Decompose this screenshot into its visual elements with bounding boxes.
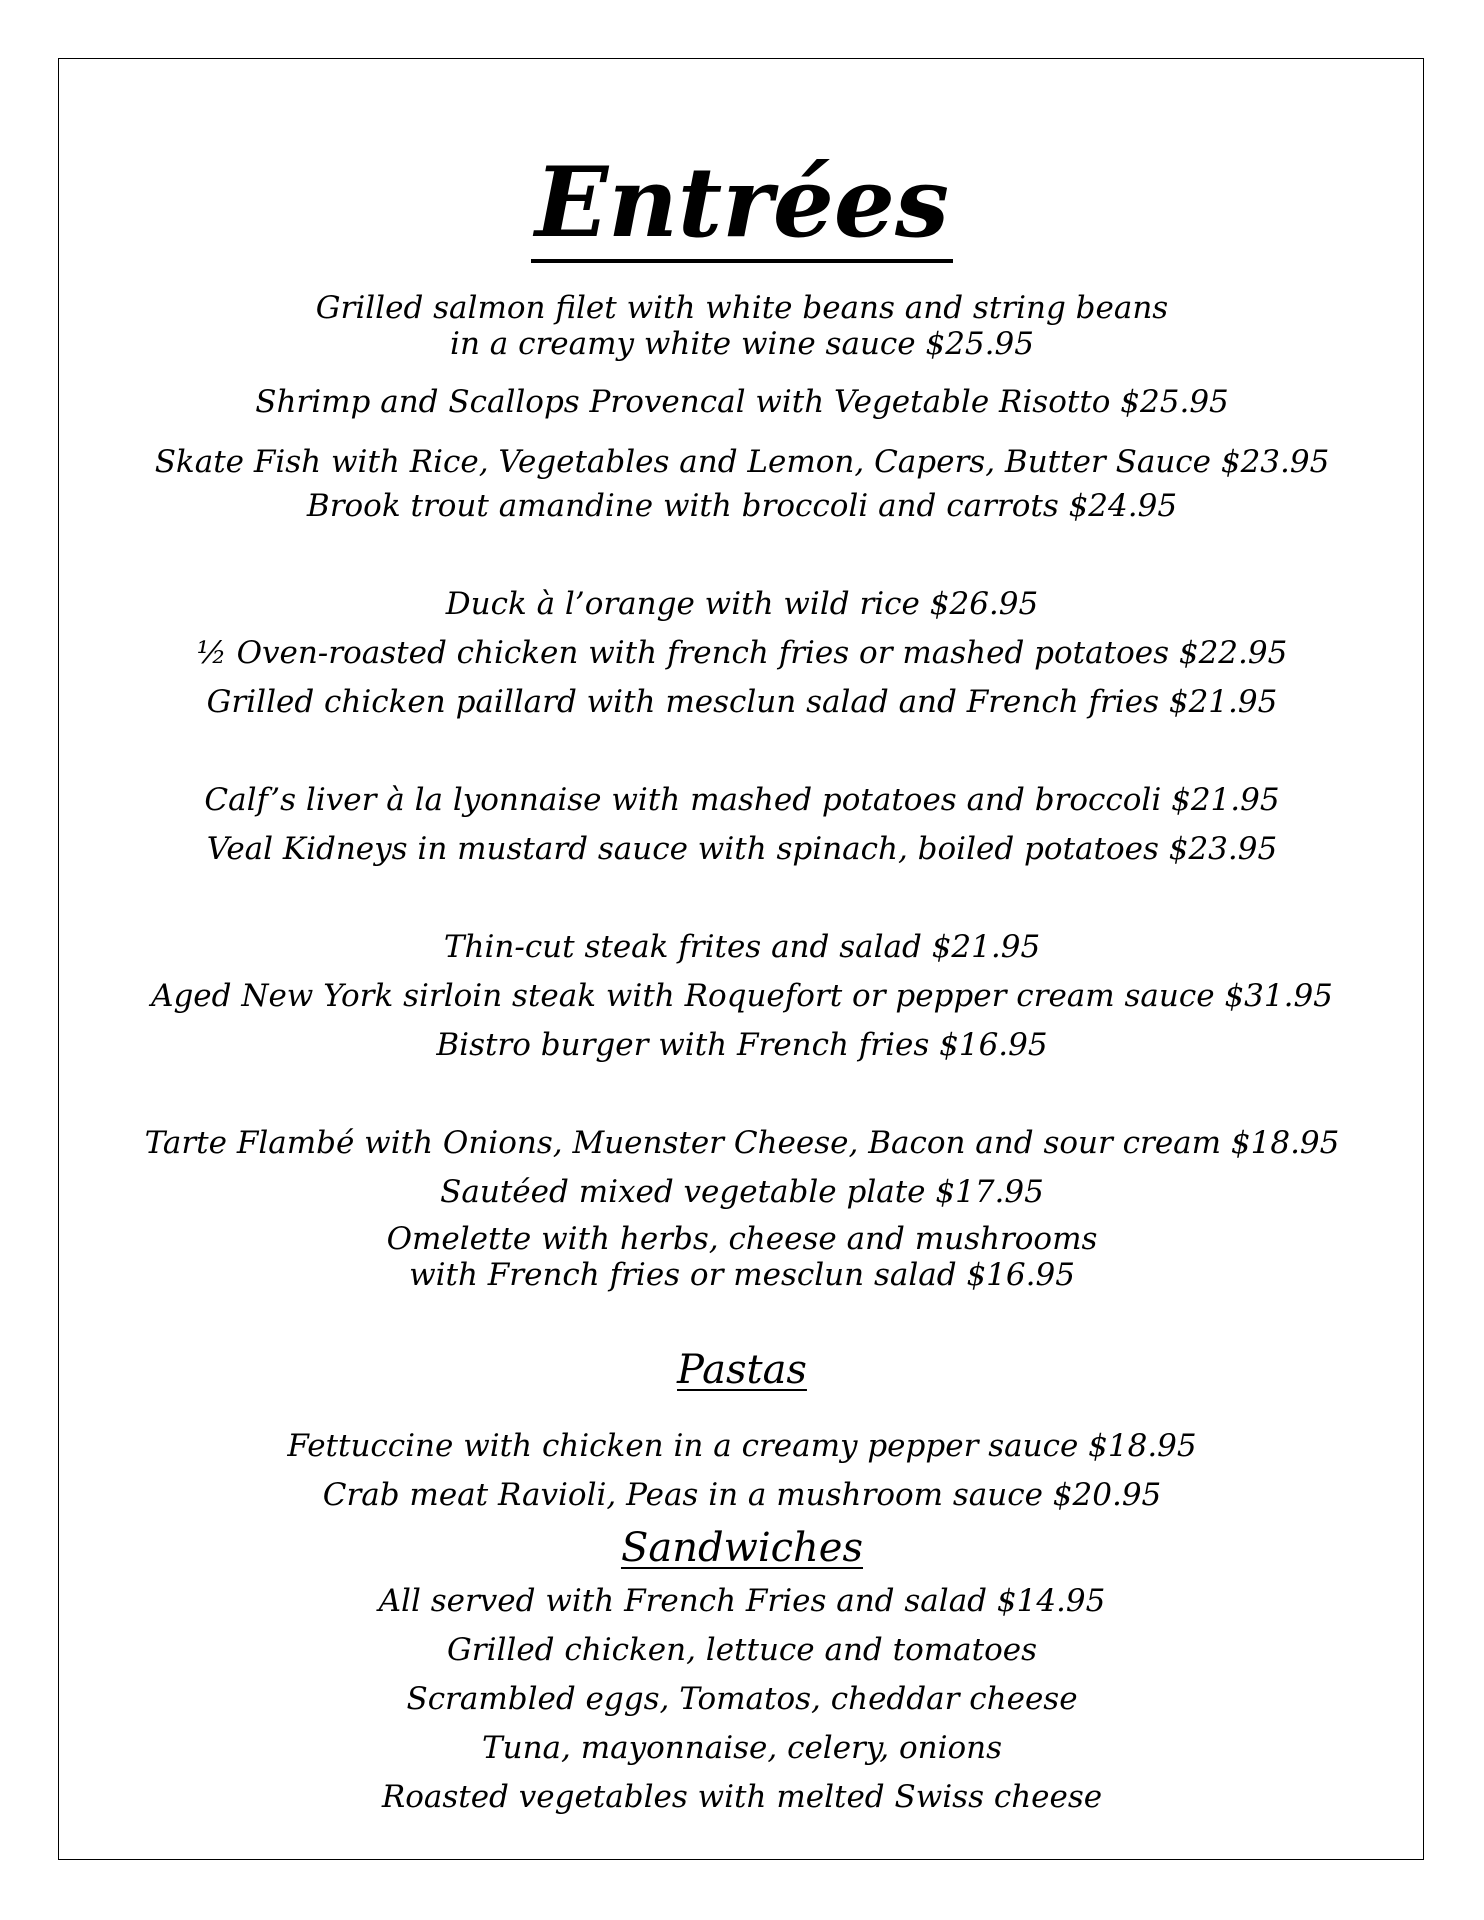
menu-item-line: Omelette with herbs, cheese and mushrooms <box>386 1221 1098 1257</box>
pastas-heading-text: Pastas <box>677 1347 807 1393</box>
menu-item-line: Veal Kidneys in mustard sauce with spinach, boiled potatoes $23.95 <box>206 831 1278 867</box>
pasta-item-line: Fettuccine with chicken in a creamy pepper sauce $18.95 <box>287 1428 1197 1464</box>
page-title <box>0 148 1484 258</box>
menu-item-line: Grilled salmon filet with white beans and string beans <box>315 290 1169 326</box>
menu-item-line: ½ Oven-roasted chicken with french fries or mashed potatoes $22.95 <box>196 635 1288 671</box>
menu-item-line: with French fries or mesclun salad $16.95 <box>409 1257 1075 1293</box>
menu-item-line: Brook trout amandine with broccoli and carrots $24.95 <box>306 488 1178 524</box>
page-title-text: Entrées <box>531 146 953 263</box>
sandwiches-heading <box>0 1524 1484 1572</box>
sandwiches-heading-text: Sandwiches <box>620 1525 863 1571</box>
sandwich-item-line: All served with French Fries and salad $14.95 <box>378 1583 1106 1619</box>
menu-item-line: Grilled chicken paillard with mesclun salad and French fries $21.95 <box>206 684 1278 720</box>
sandwich-item-line: Roasted vegetables with melted Swiss cheese <box>381 1779 1103 1815</box>
menu-item-line: Duck à l’orange with wild rice $26.95 <box>445 586 1039 622</box>
menu-item-line: Calf’s liver à la lyonnaise with mashed potatoes and broccoli $21.95 <box>204 782 1280 818</box>
menu-item-line: Thin-cut steak frites and salad $21.95 <box>443 929 1041 965</box>
menu-item-line: Skate Fish with Rice, Vegetables and Lemon, Capers, Butter Sauce $23.95 <box>154 444 1330 480</box>
menu-item-line: Sautéed mixed vegetable plate $17.95 <box>440 1174 1044 1210</box>
sandwich-item-line: Grilled chicken, lettuce and tomatoes <box>447 1632 1037 1668</box>
menu-item-line: Shrimp and Scallops Provencal with Vegetable Risotto $25.95 <box>255 384 1229 420</box>
pasta-item-line: Crab meat Ravioli, Peas in a mushroom sauce $20.95 <box>322 1477 1162 1513</box>
menu-item-line: Tarte Flambé with Onions, Muenster Cheese, Bacon and sour cream $18.95 <box>144 1125 1340 1161</box>
menu-item-line: in a creamy white wine sauce $25.95 <box>450 326 1034 362</box>
pastas-heading <box>0 1346 1484 1394</box>
menu-item-line: Aged New York sirloin steak with Roquefort or pepper cream sauce $31.95 <box>151 978 1333 1014</box>
sandwich-item-line: Scrambled eggs, Tomatos, cheddar cheese <box>406 1681 1078 1717</box>
sandwich-item-line: Tuna, mayonnaise, celery, onions <box>481 1730 1003 1766</box>
menu-item-line: Bistro burger with French fries $16.95 <box>436 1027 1048 1063</box>
